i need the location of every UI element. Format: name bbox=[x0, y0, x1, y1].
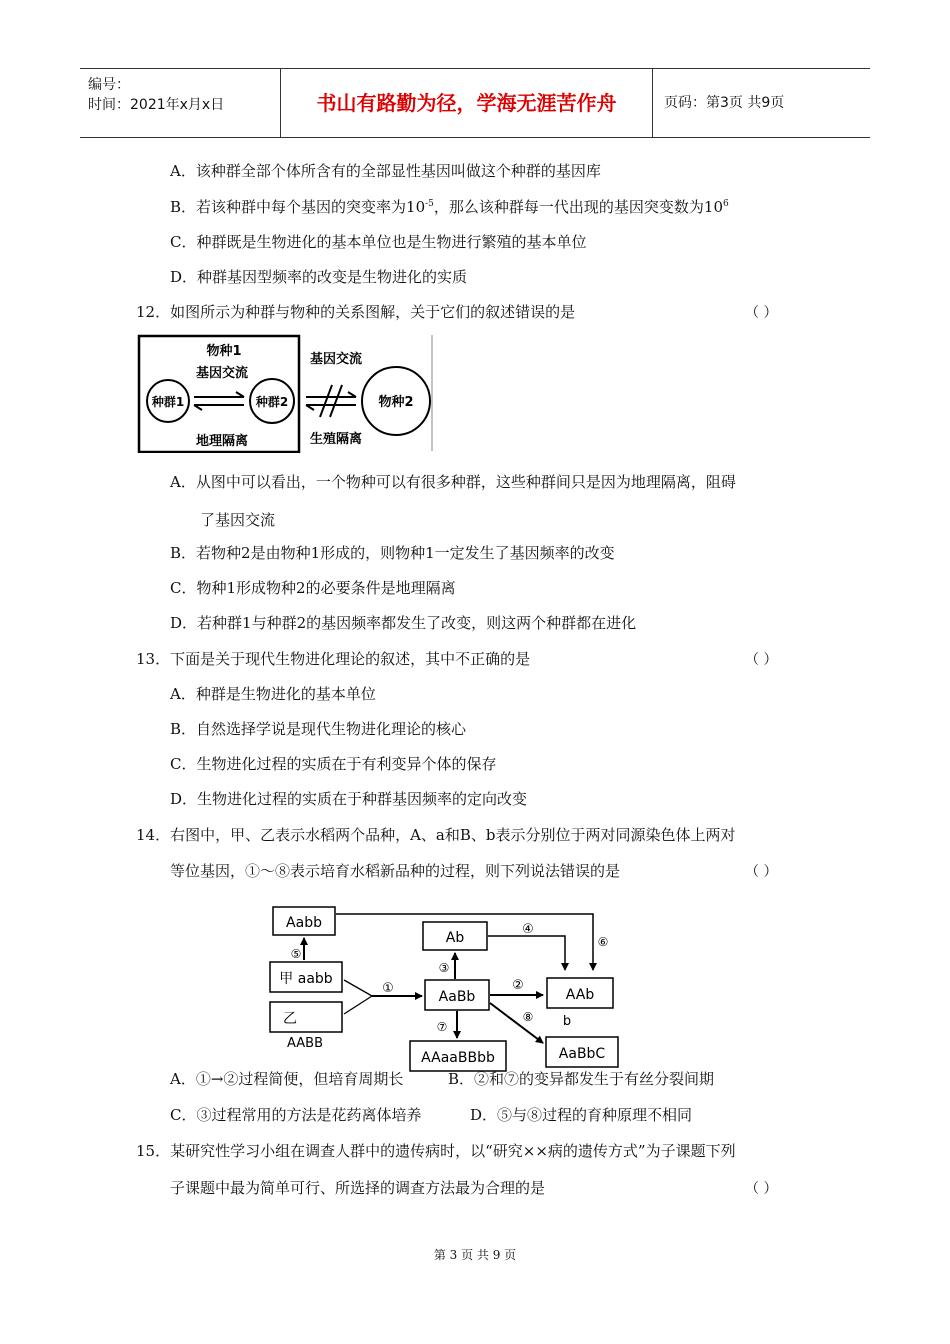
q14-option-c: C．③过程常用的方法是花药离体培养 bbox=[170, 1106, 422, 1124]
q14-option-b: B．②和⑦的变异都发生于有丝分裂间期 bbox=[448, 1070, 715, 1088]
fig-step2: ② bbox=[512, 978, 524, 993]
q15-stem-line1: 15．某研究性学习小组在调查人群中的遗传病时，以“研究××病的遗传方式”为子课题下列 bbox=[136, 1142, 736, 1160]
fig-jia: 甲 aabb bbox=[279, 971, 333, 987]
fig-aabb-caps: AABB bbox=[287, 1036, 323, 1051]
q13-option-a: A．种群是生物进化的基本单位 bbox=[170, 685, 376, 703]
fig-ab: Ab bbox=[445, 930, 465, 946]
fig-step7: ⑦ bbox=[436, 1020, 448, 1034]
q12-option-a-line1: A．从图中可以看出，一个物种可以有很多种群，这些种群间只是因为地理隔离，阻碍 bbox=[170, 473, 736, 491]
header-meta bbox=[80, 69, 281, 137]
q13-option-c: C．生物进化过程的实质在于有利变异个体的保存 bbox=[170, 755, 497, 773]
fig-gene-flow-2: 基因交流 bbox=[309, 352, 363, 367]
q13-option-b: B．自然选择学说是现代生物进化理论的核心 bbox=[170, 720, 467, 738]
q12-stem: 12．如图所示为种群与物种的关系图解，关于它们的叙述错误的是 bbox=[136, 303, 576, 321]
fig-aabbc: AaBbC bbox=[558, 1046, 606, 1062]
fig-step8: ⑧ bbox=[522, 1010, 534, 1024]
q12-option-a-line2: 了基因交流 bbox=[200, 511, 276, 529]
fig-aab: AAb bbox=[565, 987, 595, 1003]
q11-option-b: B．若该种群中每个基因的突变率为$10^{-5}$，那么该种群每一代出现的基因突变数为$10^6$ bbox=[170, 198, 729, 216]
q14-figure bbox=[260, 900, 630, 1075]
q14-stem-line2: 等位基因，①～⑧表示培育水稻新品种的过程，则下列说法错误的是 bbox=[170, 862, 621, 880]
fig-yi: 乙 bbox=[283, 1011, 297, 1027]
fig-species1: 物种1 bbox=[206, 344, 242, 359]
fig-step5: ⑤ bbox=[290, 947, 302, 961]
fig-aabb-top: Aabb bbox=[286, 915, 322, 931]
q15-stem-line2: 子课题中最为简单可行、所选择的调查方法最为合理的是 bbox=[170, 1179, 546, 1197]
q12-option-b: B．若物种2是由物种1形成的，则物种1一定发生了基因频率的改变 bbox=[170, 544, 615, 562]
q12-answer-paren: （ ） bbox=[745, 305, 778, 321]
q13-answer-paren: （ ） bbox=[745, 652, 778, 668]
fig-pop1: 种群1 bbox=[151, 395, 185, 409]
q11-option-c: C．种群既是生物进化的基本单位也是生物进行繁殖的基本单位 bbox=[170, 233, 587, 251]
fig-pop2: 种群2 bbox=[255, 395, 289, 409]
fig-gene-flow: 基因交流 bbox=[195, 366, 249, 381]
q14-stem-line1: 14．右图中，甲、乙表示水稻两个品种，A、a和B、b表示分别位于两对同源染色体上两对 bbox=[136, 826, 736, 844]
page-footer: 第 3 页 共 9 页 bbox=[433, 1248, 517, 1262]
q11-option-a: A．该种群全部个体所含有的全部显性基因叫做这个种群的基因库 bbox=[170, 162, 601, 180]
q12-option-d: D．若种群1与种群2的基因频率都发生了改变，则这两个种群都在进化 bbox=[170, 614, 637, 632]
q14-option-d: D．⑤与⑧过程的育种原理不相同 bbox=[470, 1106, 693, 1124]
fig-geo-iso: 地理隔离 bbox=[195, 434, 249, 449]
fig-step4: ④ bbox=[522, 922, 534, 937]
time-label: 时间：2021年x月x日 bbox=[88, 97, 225, 113]
q15-answer-paren: （ ） bbox=[745, 1181, 778, 1197]
page-header bbox=[80, 68, 870, 138]
q11-option-d: D．种群基因型频率的改变是生物进化的实质 bbox=[170, 268, 468, 286]
fig-step3: ③ bbox=[438, 961, 450, 975]
q14-answer-paren: （ ） bbox=[745, 864, 778, 880]
fig-step6: ⑥ bbox=[597, 935, 609, 949]
q12-figure bbox=[136, 333, 436, 453]
fig-step1: ① bbox=[382, 981, 394, 996]
fig-aaaabbbb: AAaaBBbb bbox=[421, 1050, 495, 1066]
q13-stem: 13．下面是关于现代生物进化理论的叙述，其中不正确的是 bbox=[136, 650, 531, 668]
fig-species2: 物种2 bbox=[378, 395, 414, 410]
header-page-info: 页码：第3页 共9页 bbox=[664, 95, 785, 111]
q12-option-c: C．物种1形成物种2的必要条件是地理隔离 bbox=[170, 579, 456, 597]
fig-aabb-mid: AaBb bbox=[438, 989, 476, 1005]
q13-option-d: D．生物进化过程的实质在于种群基因频率的定向改变 bbox=[170, 790, 528, 808]
number-label: 编号： bbox=[88, 77, 130, 93]
fig-repro-iso: 生殖隔离 bbox=[309, 432, 363, 447]
fig-b-below: b bbox=[562, 1014, 572, 1029]
q14-option-a: A．①→②过程简便，但培育周期长 bbox=[170, 1070, 404, 1088]
header-motto: 书山有路勤为径，学海无涯苦作舟 bbox=[281, 69, 653, 137]
